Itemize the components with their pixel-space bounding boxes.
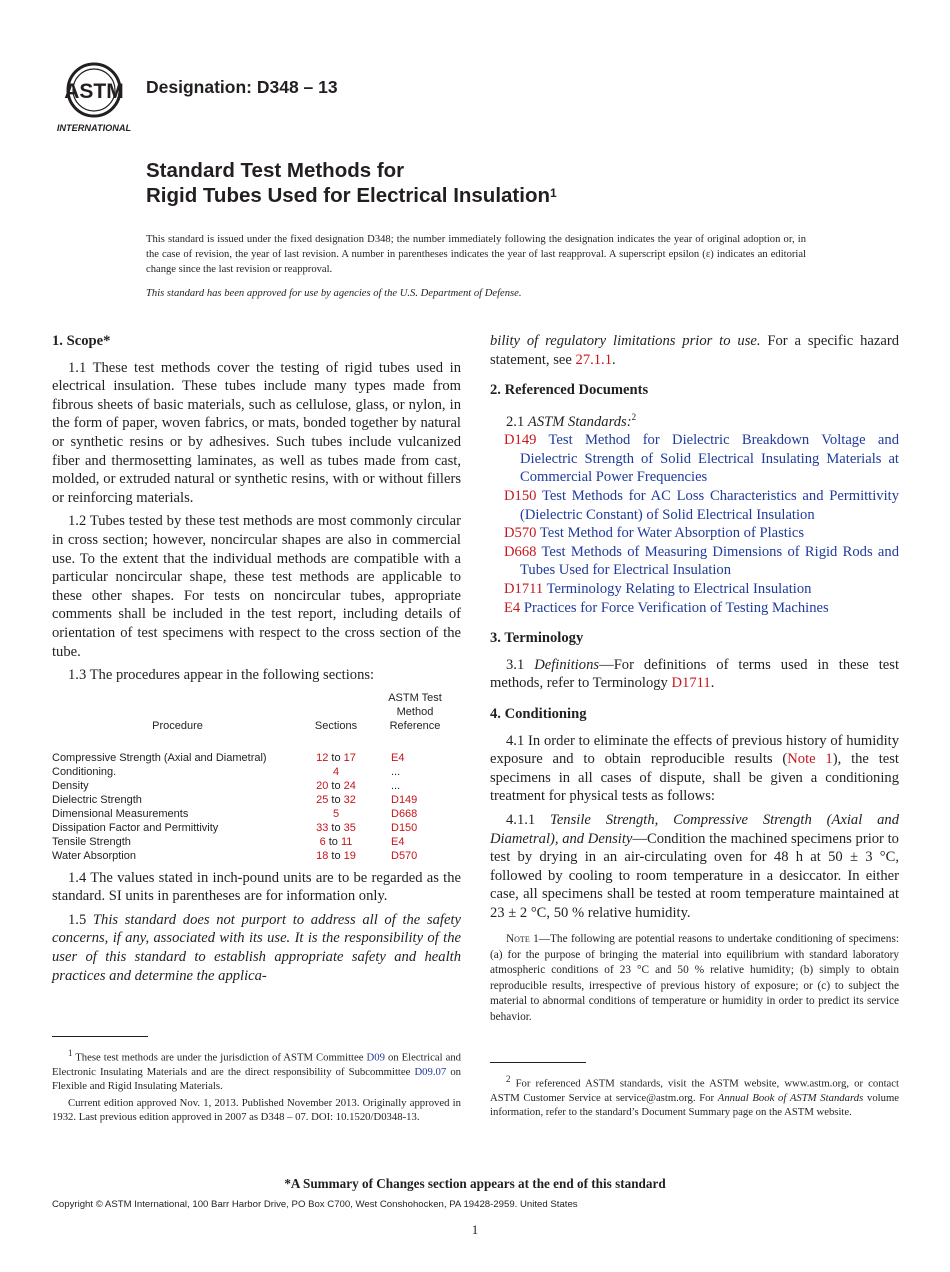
document-title [146,158,557,208]
para-2-1-title: ASTM Standards: [527,413,632,430]
footnote-1-edition: Current edition approved Nov. 1, 2013. Published November 2013. Originally approved in 1932. Last previous edition approved in 2007 as D348 – 07. DOI: 10.1520/D0348-13. [52,1096,461,1124]
section-from-link[interactable]: 20 [316,779,329,792]
referenced-list [490,431,899,617]
footnote-2-italic: Annual Book of ASTM Standards [717,1091,864,1104]
para-4-1-text-a: 4.1 In order to eliminate the effects of previous history of humidity exposure and to obtain reproducible results ( [490,732,899,768]
col-reference [369,691,461,751]
title-line-2-text: Rigid Tubes Used for Electrical Insulation [146,184,550,207]
reference-title-link[interactable]: Test Method for Water Absorption of Plastics [539,525,805,542]
procedure-name: Density [52,779,89,792]
section-to-word: to [328,835,338,848]
table-row [52,821,461,835]
astm-logo [52,60,136,138]
procedures-header-row [52,691,461,751]
para-1-5-end: . [612,351,616,368]
para-4-1-text-b: ), the test specimens in all cases of dispute, shall be given a conditioning treatment for physical tests as follows: [490,751,899,805]
reference-item [490,524,899,543]
footnote-1-para [52,1046,461,1094]
para-4-1-1-italic: Tensile Strength, Compressive Strength (Axial and Diametral), and Density [490,811,899,847]
section-from-link[interactable]: 12 [316,751,329,764]
table-row [52,835,461,849]
title-line-1: Standard Test Methods for [146,159,405,182]
para-4-1-1-num: 4.1.1 [506,811,536,828]
right-footnotes [490,1062,899,1122]
section-to-link[interactable]: 19 [343,849,356,862]
reference-item [490,580,899,599]
dod-approval: This standard has been approved for use by agencies of the U.S. Department of Defense. [146,287,522,299]
para-2-1-num: 2.1 [506,413,525,430]
footnote-1-text-c: on Flexible and Rigid Insulating Materials. [52,1065,461,1093]
procedure-reference: ... [391,779,401,792]
footnote-1-mark: 1 [68,1048,73,1058]
footnote-1 [52,1046,461,1125]
procedure-reference[interactable]: D570 [391,849,418,862]
procedure-sections [303,751,369,765]
procedures-body [52,751,461,863]
procedure-name: Conditioning. [52,765,117,778]
section-from-link[interactable]: 33 [316,821,329,834]
reference-title-link[interactable]: Practices for Force Verification of Testing Machines [523,599,829,616]
footnote-2-text-b: volume information, refer to the standard’s Document Summary page on the ASTM website. [490,1091,900,1119]
section-to-link[interactable]: 35 [343,821,356,834]
procedure-reference[interactable]: E4 [391,835,405,848]
copyright: Copyright © ASTM International, 100 Barr Harbor Drive, PO Box C700, West Conshohocken, PA 19428-2959. United States [52,1199,578,1210]
para-4-1-1-text: —Condition the machined specimens prior to test by drying in an air-circulating oven for 48 h at 50 ± 3 °C, followed by cooling to room temperature in a desiccator. In either case, all specimens shall be tested at room temperature maintained at 23 ± 2 °C, 50 % relative humidity. [490,830,899,921]
reference-code-link[interactable]: D150 [504,488,537,505]
note-1 [490,932,899,1024]
para-1-5-cont-italic: bility of regulatory limitations prior to use. [490,333,761,349]
section-from-link[interactable]: 18 [316,849,329,862]
para-4-1 [490,732,899,806]
reference-title-link[interactable]: Test Methods for AC Loss Characteristics and Permittivity (Dielectric Constant) of Solid Electrical Insulation [520,488,899,523]
reference-title-link[interactable]: Test Methods of Measuring Dimensions of Rigid Rods and Tubes Used for Electrical Insulation [520,543,900,579]
procedure-reference[interactable]: E4 [391,751,405,764]
section-to-word: to [331,751,341,764]
link-d09[interactable]: D09 [366,1051,385,1064]
reference-code-link[interactable]: D1711 [504,580,544,597]
procedure-reference[interactable]: D668 [391,807,418,820]
logo-text: ASTM [64,80,124,103]
scope-heading: 1. Scope* [52,333,111,349]
section-to-word: to [331,849,341,862]
footnote-divider [52,1036,148,1037]
procedure-name: Dissipation Factor and Permittivity [52,821,219,834]
procedure-reference[interactable]: D149 [391,793,418,806]
footnote-1-text-b: on Electrical and Electronic Insulating Materials and are the direct responsibility of Subcommittee [52,1051,462,1078]
link-note-1[interactable]: Note 1 [787,751,833,768]
right-column [490,332,899,1025]
procedures-table [52,691,461,863]
left-column [52,332,461,990]
summary-of-changes: *A Summary of Changes section appears at the end of this standard [284,1176,666,1191]
table-row [52,765,461,779]
title-line-2 [146,183,557,208]
para-1-4: 1.4 The values stated in inch-pound units are to be regarded as the standard. SI units in parentheses are for information only. [52,869,461,905]
logo-subtext: INTERNATIONAL [56,123,132,133]
procedure-reference: ... [391,765,401,778]
para-1-5-num: 1.5 [68,911,87,928]
procedure-sections [303,765,369,779]
reference-item [490,487,899,524]
procedure-sections [303,849,369,863]
reference-code-link[interactable]: E4 [504,599,521,616]
designation: Designation: D348 – 13 [146,77,338,97]
footnote-2 [490,1072,899,1120]
col-procedure: Procedure [152,719,203,732]
table-row [52,779,461,793]
para-4-1-1 [490,811,899,923]
section-to-word: to [331,779,341,792]
para-1-5-continued [490,332,899,369]
reference-item [490,431,899,487]
table-row [52,849,461,863]
section-from-link[interactable]: 25 [316,793,329,806]
para-1-5-cont-text: For a specific hazard statement, see [490,333,900,368]
section-to-word: to [331,793,341,806]
procedure-name: Tensile Strength [52,835,131,848]
page-number: 1 [471,1222,479,1237]
para-2-1-mark: 2 [631,411,637,422]
para-1-2: 1.2 Tubes tested by these test methods are most commonly circular in cross section; however, noncircular shapes are also in commercial use. To the extent that the individual methods are compatible with a particular noncircular shape, these test methods are applicable to these other shapes. For tests on noncircular tubes, appropriate comments shall be included in the test report, including details of orientation of test specimens with respect to the cross section of the tube. [52,513,461,660]
section-from-link[interactable]: 5 [332,807,340,820]
para-3-1 [490,656,899,693]
procedure-name: Dimensional Measurements [52,807,189,820]
procedure-sections [303,807,369,821]
para-3-1-num: 3.1 [506,656,525,673]
para-2-1 [490,408,899,431]
reference-item [490,599,899,618]
link-d09-07[interactable]: D09.07 [414,1065,447,1078]
reference-title-link[interactable]: Terminology Relating to Electrical Insulation [546,580,812,597]
section-to-link[interactable]: 17 [343,751,356,764]
footnote-2-text-a: For referenced ASTM standards, visit the ASTM website, www.astm.org, or contact ASTM Customer Service at service@astm.org. For [490,1077,900,1104]
note-1-text: —The following are potential reasons to undertake conditioning of specimens: (a) for the purpose of bringing the material into equilibrium with standard laboratory atmospheric conditions of 23 °C and 50 % relative humidity; (b) simply to obtain reproducible results, irrespective of previous history of exposure; or (c) to subject the material to abnormal conditions of temperature or humidity in order to predict its service behavior. [490,933,899,1023]
procedure-sections [303,835,369,849]
para-1-1: 1.1 These test methods cover the testing of rigid tubes used in electrical insulation. These tubes include many types made from fibrous sheets of basic materials, such as cellulose, glass, or nylon, in the form of paper, woven fabrics, or mats, bonded together by natural or synthetic resins or by adhesives. Such tubes include vulcanized fiber and thermosetting laminates, as well as tubes made from cast, molded, or extruded natural or synthetic resins, with or without fillers or reinforcing materials. [52,359,461,506]
referenced-heading: 2. Referenced Documents [490,382,649,399]
procedure-name: Water Absorption [52,849,136,862]
para-1-5-text: This standard does not purport to address all of the safety concerns, if any, associated with its use. It is the responsibility of the user of this standard to establish appropriate safety and health practices and determine the applica- [52,911,461,984]
para-3-1-text: —For definitions of terms used in these test methods, refer to Terminology [490,656,900,692]
standard-notice [146,232,806,301]
conditioning-heading: 4. Conditioning [490,705,587,722]
section-to-link[interactable]: 32 [343,793,356,806]
para-1-5 [52,911,461,985]
procedure-reference[interactable]: D150 [391,821,418,834]
reference-code-link[interactable]: D149 [504,432,537,449]
title-footnote-mark: 1 [550,186,557,200]
col-reference-line-1: ASTM Test [388,691,442,704]
col-reference-line-2: Method [396,705,434,718]
section-to-link[interactable]: 11 [341,835,353,848]
col-sections: Sections [314,719,358,732]
terminology-heading: 3. Terminology [490,630,584,647]
notice-text: This standard is issued under the fixed designation D348; the number immediately following the designation indicates the year of original adoption or, in the case of revision, the year of last revision. A number in parentheses indicates the year of last reapproval. A superscript epsilon (ε) indicates an editorial change since the last revision or reapproval. [146,234,806,276]
section-to-link[interactable]: 24 [343,779,356,792]
table-row [52,751,461,765]
procedure-sections [303,779,369,793]
reference-title-link[interactable]: Test Method for Dielectric Breakdown Voltage and Dielectric Strength of Solid Electrical Insulating Materials at Commercial Power Frequencies [520,432,899,486]
col-reference-line-3: Reference [389,719,441,732]
link-27-1-1[interactable]: 27.1.1 [575,351,612,368]
procedure-sections [303,821,369,835]
table-row [52,807,461,821]
section-to-word: to [331,821,341,834]
procedure-sections [303,793,369,807]
footnote-2-para [490,1072,899,1120]
procedure-name: Dielectric Strength [52,793,142,806]
link-d1711-terminology[interactable]: D1711 [671,675,711,692]
section-from-link[interactable]: 4 [332,765,340,778]
reference-code-link[interactable]: D570 [504,525,537,542]
footnote-divider-right [490,1062,586,1063]
footnote-1-text-a: These test methods are under the jurisdiction of ASTM Committee [75,1051,364,1064]
table-row [52,793,461,807]
left-footnotes [52,1036,461,1127]
note-1-label: Note 1 [506,933,539,946]
para-1-3: 1.3 The procedures appear in the following sections: [68,667,375,684]
reference-code-link[interactable]: D668 [504,543,537,560]
para-3-1-end: . [710,675,715,692]
reference-item [490,543,899,580]
footnote-2-mark: 2 [506,1074,511,1084]
para-3-1-term: Definitions [534,656,600,673]
procedure-name: Compressive Strength (Axial and Diametral) [52,751,267,764]
section-from-link[interactable]: 6 [319,835,326,848]
